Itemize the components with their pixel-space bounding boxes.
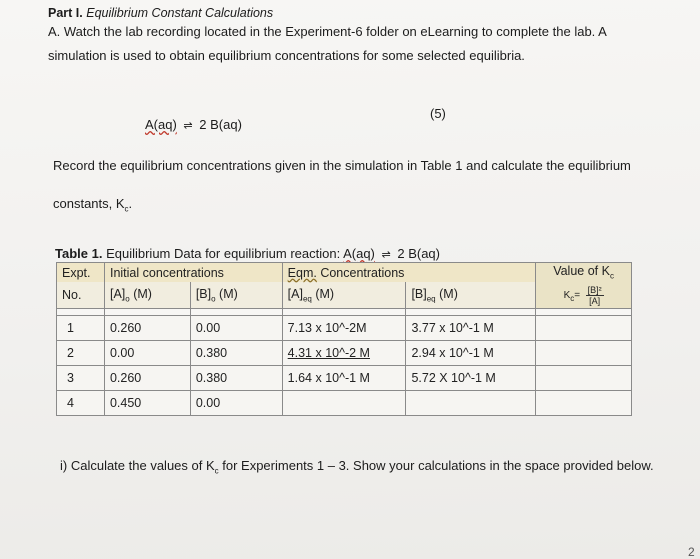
record-instruction-line-2: constants, $K_c$. — [53, 196, 133, 214]
cell-beq: 5.72 X 10^-1 M — [406, 366, 536, 391]
table-row — [57, 366, 632, 391]
cell-aeq[interactable] — [282, 391, 406, 416]
cell-kc[interactable] — [536, 366, 632, 391]
table-row — [57, 341, 632, 366]
cell-a0: 0.260 — [104, 316, 190, 341]
cell-b0: 0.00 — [190, 391, 282, 416]
header-aeq: $[A]_{eq}$ (M) — [282, 282, 406, 309]
cell-aeq: 7.13 x 10^-2M — [282, 316, 406, 341]
equation-number: (5) — [430, 106, 446, 121]
cell-a0: 0.00 — [104, 341, 190, 366]
reaction-equation — [145, 117, 242, 132]
header-beq: $[B]_{eq}$ (M) — [406, 282, 536, 309]
cell-expt: 3 — [57, 366, 105, 391]
header-eqm-concentrations: Eqm. Concentrations — [282, 263, 535, 283]
cell-expt: 1 — [57, 316, 105, 341]
reactant: A(aq) — [145, 117, 177, 132]
instruction-line-1: A. Watch the lab recording located in the Experiment-6 folder on eLearning to complete the lab. A — [48, 24, 607, 39]
part-title: Part I. Equilibrium Constant Calculations — [48, 6, 274, 20]
cell-beq[interactable] — [406, 391, 536, 416]
equilibrium-arrow-icon: ⇌ — [183, 120, 193, 132]
cell-expt: 2 — [57, 341, 105, 366]
cell-b0: 0.380 — [190, 341, 282, 366]
question-text: i) Calculate the values of $K_c$ for Experiments 1 – 3. Show your calculations in the space provided below. — [60, 458, 654, 476]
header-no: No. — [57, 282, 105, 309]
product: 2 B(aq) — [199, 117, 242, 132]
cell-kc[interactable] — [536, 341, 632, 366]
cell-a0: 0.450 — [104, 391, 190, 416]
table-header-row-1 — [57, 263, 632, 283]
cell-aeq: 4.31 x 10^-2 M — [282, 341, 406, 366]
header-expt: Expt. — [57, 263, 105, 283]
cell-beq: 3.77 x 10^-1 M — [406, 316, 536, 341]
cell-beq: 2.94 x 10^-1 M — [406, 341, 536, 366]
cell-kc[interactable] — [536, 391, 632, 416]
page-number: 2 — [688, 545, 695, 559]
cell-aeq: 1.64 x 10^-1 M — [282, 366, 406, 391]
header-initial-concentrations: Initial concentrations — [104, 263, 282, 283]
cell-b0: 0.00 — [190, 316, 282, 341]
header-a0: $[A]_o$ (M) — [104, 282, 190, 309]
cell-kc[interactable] — [536, 316, 632, 341]
table-caption: Table 1. Equilibrium Data for equilibrium reaction: A(aq) ⇌ 2 B(aq) — [55, 246, 440, 261]
cell-expt: 4 — [57, 391, 105, 416]
table-header-row-2 — [57, 282, 632, 309]
header-value-of-kc: Value of $K_c$ — [536, 263, 632, 283]
cell-a0: 0.260 — [104, 366, 190, 391]
table-row — [57, 391, 632, 416]
cell-b0: 0.380 — [190, 366, 282, 391]
header-b0: $[B]_o$ (M) — [190, 282, 282, 309]
equilibrium-data-table — [56, 262, 632, 416]
table-spacer — [57, 309, 632, 316]
record-instruction-line-1: Record the equilibrium concentrations given in the simulation in Table 1 and calculate the equilibrium — [53, 158, 631, 173]
equilibrium-arrow-icon: ⇌ — [381, 249, 391, 261]
table-row — [57, 316, 632, 341]
header-kc-formula: $K_c=$ $\frac{\text{[B]²}}{[A]}$ — [536, 282, 632, 309]
instruction-line-2: simulation is used to obtain equilibrium concentrations for some selected equilibria. — [48, 48, 525, 63]
